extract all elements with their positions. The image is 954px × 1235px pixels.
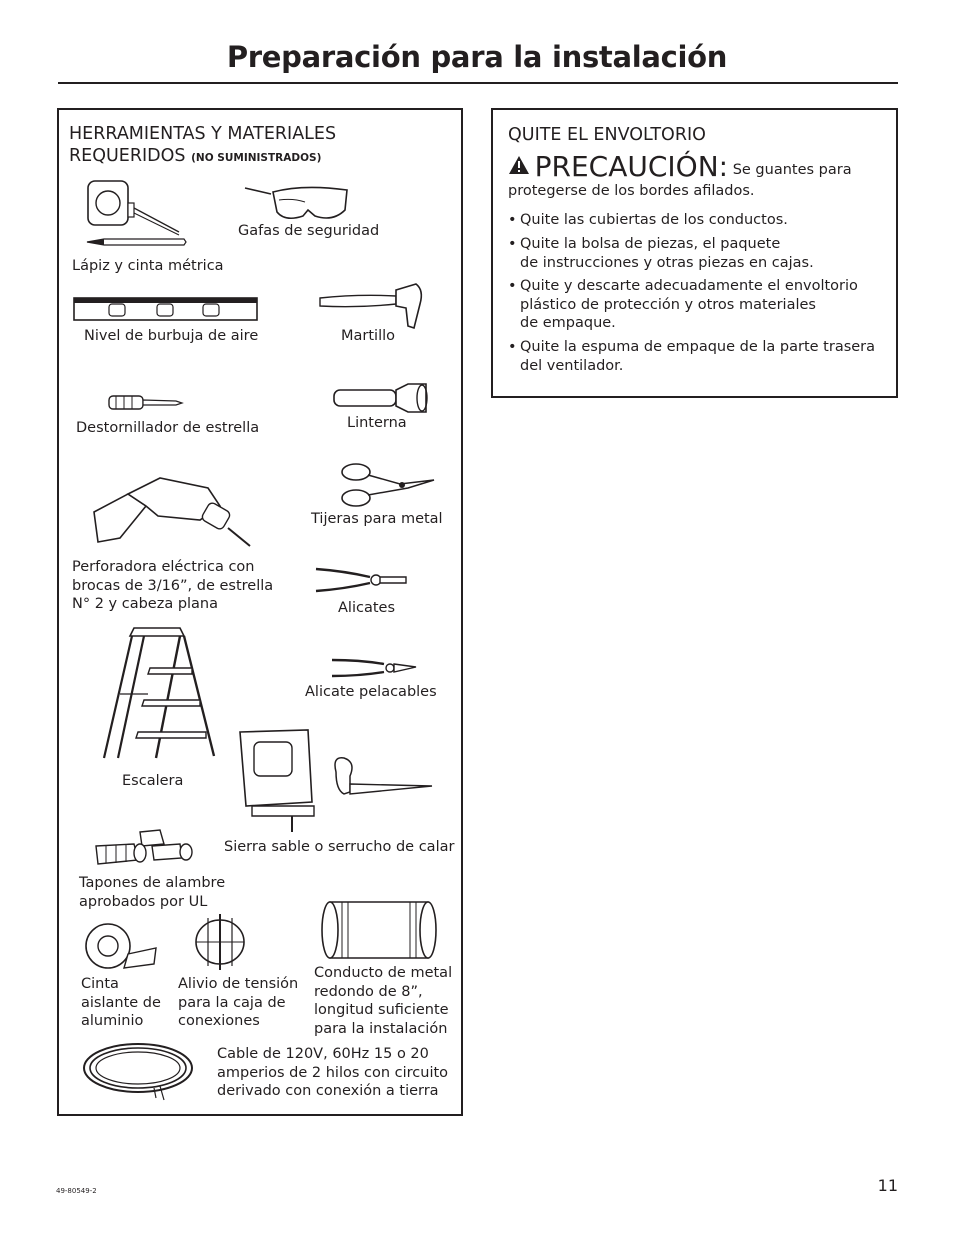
label-tape-pencil: Lápiz y cinta métrica: [72, 258, 224, 274]
tools-heading-line1: HERRAMIENTAS Y MATERIALES: [69, 124, 337, 144]
page-number: 11: [877, 1176, 898, 1195]
label-goggles: Gafas de seguridad: [238, 223, 380, 239]
label-pliers: Alicates: [338, 600, 395, 616]
label-duct-l4: para la instalación: [314, 1020, 448, 1037]
bullet-item: • Quite la bolsa de piezas, el paquete de instrucciones y otras piezas en cajas.: [508, 236, 814, 271]
tools-heading: [69, 123, 336, 169]
label-screwdriver: Destornillador de estrella: [76, 420, 260, 436]
caution-text-l1: Se guantes para: [732, 162, 852, 178]
hammer-icon: [318, 280, 426, 330]
label-tape-l1: Cinta: [81, 976, 119, 992]
label-tape-l3: aluminio: [81, 1013, 144, 1029]
wire-stripper-icon: [330, 654, 420, 682]
bullet-item: • Quite y descarte adecuadamente el envoltorio plástico de protección y otros materiales de empaque.: [508, 278, 858, 331]
label-hammer: Martillo: [341, 328, 395, 344]
bullet-item: • Quite las cubiertas de los conductos.: [508, 212, 788, 228]
label-flashlight: Linterna: [347, 415, 407, 431]
wire-connectors-icon: [94, 826, 198, 872]
label-connectors-l2: aprobados por UL: [79, 893, 208, 910]
label-wire-stripper: Alicate pelacables: [305, 684, 437, 700]
screwdriver-icon: [106, 393, 186, 413]
label-strain-l2: para la caja de: [178, 994, 286, 1011]
label-cable-l2: amperios de 2 hilos con circuito: [217, 1064, 449, 1081]
metal-duct-icon: [318, 898, 440, 962]
caution-word: PRECAUCIÓN:: [534, 150, 729, 183]
label-duct: [314, 964, 452, 1038]
label-cable-l1: Cable de 120V, 60Hz 15 o 20: [217, 1046, 429, 1062]
label-strain-l1: Alivio de tensión: [178, 976, 299, 992]
strain-relief-icon: [190, 912, 254, 972]
tape-measure-pencil-icon: [84, 178, 194, 253]
label-tape: [81, 975, 161, 1031]
label-connectors-l1: Tapones de alambre: [79, 875, 226, 891]
label-ladder: Escalera: [122, 773, 184, 789]
pliers-icon: [314, 563, 410, 597]
aluminum-tape-icon: [80, 920, 160, 972]
label-cable: [217, 1045, 448, 1101]
power-drill-icon: [88, 472, 258, 552]
bullet-item: • Quite la espuma de empaque de la parte trasera del ventilador.: [508, 339, 876, 374]
label-duct-l3: longitud suficiente: [314, 1002, 449, 1018]
caution-text-l2: protegerse de los bordes afilados.: [508, 183, 755, 199]
label-duct-l1: Conducto de metal: [314, 965, 453, 981]
document-number: 49-80549-2: [56, 1187, 97, 1195]
remove-heading: QUITE EL ENVOLTORIO: [508, 125, 706, 145]
label-connectors: [79, 874, 225, 911]
label-cable-l3: derivado con conexión a tierra: [217, 1083, 439, 1099]
tin-snips-icon: [338, 460, 438, 510]
label-drill-l2: brocas de 3/16”, de estrella: [72, 577, 274, 594]
bubble-level-icon: [73, 296, 259, 324]
tools-heading-line2: REQUERIDOS: [69, 146, 186, 166]
electric-cable-icon: [80, 1040, 204, 1102]
label-duct-l2: redondo de 8”,: [314, 983, 423, 1000]
warning-triangle-icon: [508, 155, 530, 181]
label-strain-l3: conexiones: [178, 1013, 260, 1029]
safety-goggles-icon: [243, 178, 353, 223]
title-rule: [58, 82, 898, 84]
tools-heading-note: (NO SUMINISTRADOS): [191, 152, 322, 164]
label-drill-l3: N° 2 y cabeza plana: [72, 596, 219, 612]
label-saw: Sierra sable o serrucho de calar: [224, 839, 455, 855]
saw-icon: [232, 728, 436, 834]
label-tin-snips: Tijeras para metal: [311, 511, 443, 527]
label-drill: [72, 558, 273, 614]
page-title: Preparación para la instalación: [226, 40, 728, 74]
caution-statement: [508, 152, 888, 201]
flashlight-icon: [330, 382, 432, 414]
label-tape-l2: aislante de: [81, 994, 161, 1011]
label-strain-relief: [178, 975, 298, 1031]
step-ladder-icon: [100, 624, 220, 764]
label-drill-l1: Perforadora eléctrica con: [72, 559, 255, 575]
label-level: Nivel de burbuja de aire: [84, 328, 259, 344]
